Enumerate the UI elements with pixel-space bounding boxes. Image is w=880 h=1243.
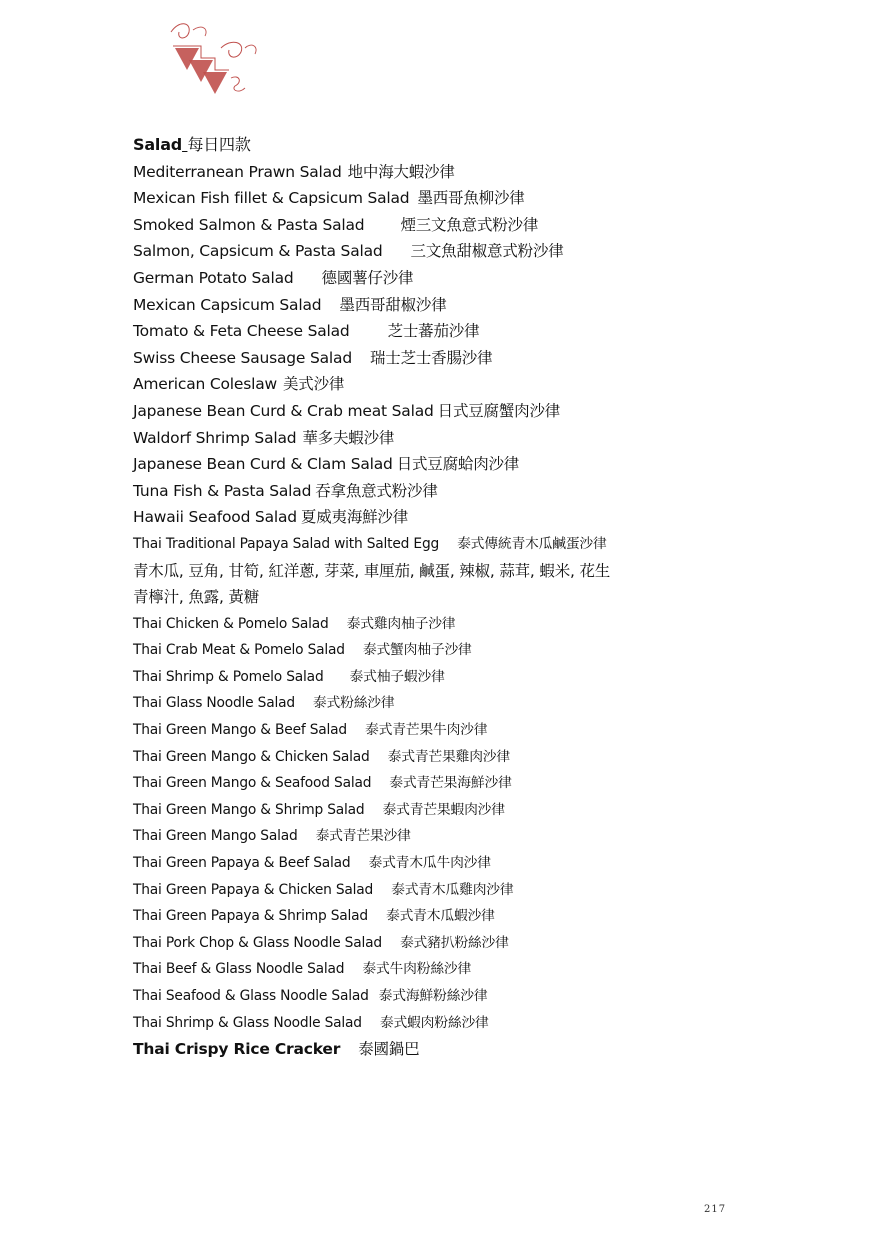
- menu-item: [133, 531, 833, 558]
- menu-item: [133, 611, 833, 638]
- menu-item-english: Thai Chicken & Pomelo Salad: [133, 615, 329, 632]
- menu-item: [133, 983, 833, 1010]
- menu-item-chinese: 泰式青芒果沙律: [315, 828, 411, 845]
- menu-item-chinese: 日式豆腐蛤肉沙律: [396, 455, 520, 474]
- menu-item-chinese: 三文魚甜椒意式粉沙律: [410, 242, 564, 261]
- menu-item-english: Hawaii Seafood Salad: [133, 508, 297, 527]
- menu-item-chinese: 墨西哥魚柳沙律: [417, 189, 525, 208]
- menu-item-chinese: 青木瓜, 豆角, 甘筍, 紅洋蔥, 芽菜, 車厘茄, 鹹蛋, 辣椒, 蒜茸, 蝦米, 花生: [133, 561, 611, 580]
- menu-item-chinese: 夏威夷海鮮沙律: [300, 508, 409, 527]
- menu-item-chinese: 華多夫蝦沙律: [302, 428, 395, 447]
- menu-item-chinese: 美式沙律: [283, 375, 345, 394]
- menu-item-chinese: 泰式豬扒粉絲沙律: [399, 934, 509, 951]
- menu-item-english: Thai Green Mango Salad: [133, 828, 298, 845]
- menu-item-english: Mediterranean Prawn Salad: [133, 162, 342, 181]
- menu-item: [133, 1010, 833, 1037]
- menu-item: [133, 823, 833, 850]
- menu-item: [133, 478, 833, 505]
- menu-item: [133, 398, 833, 425]
- menu-item-chinese: 泰式青木瓜牛肉沙律: [368, 855, 491, 872]
- menu-item-chinese: 德國薯仔沙律: [321, 268, 414, 287]
- menu-item: [133, 637, 833, 664]
- menu-item-chinese: 泰式蟹肉柚子沙律: [362, 642, 472, 659]
- menu-item-english: Thai Glass Noodle Salad: [133, 695, 295, 712]
- menu-item: [133, 1036, 833, 1063]
- menu-item-chinese: 煙三文魚意式粉沙律: [400, 215, 539, 234]
- menu-item-english: Thai Shrimp & Glass Noodle Salad: [133, 1014, 362, 1031]
- menu-item-chinese: 吞拿魚意式粉沙律: [315, 481, 438, 500]
- menu-item-chinese: 泰式傳統青木瓜鹹蛋沙律: [457, 535, 607, 552]
- menu-item-english: Waldorf Shrimp Salad: [133, 428, 297, 447]
- menu-item: [133, 797, 833, 824]
- section-heading: [133, 132, 833, 159]
- menu-item: [133, 770, 833, 797]
- menu-item-english: Thai Green Mango & Shrimp Salad: [133, 801, 365, 818]
- menu-item: [133, 238, 833, 265]
- menu-item: [133, 185, 833, 212]
- menu-item-english: Mexican Fish fillet & Capsicum Salad: [133, 189, 410, 208]
- menu-item-chinese: 泰式柚子蝦沙律: [349, 668, 445, 685]
- salad-menu-list: [133, 132, 833, 1063]
- menu-item-chinese: 泰式青木瓜蝦沙律: [385, 908, 495, 925]
- menu-item: [133, 877, 833, 904]
- menu-item: [133, 318, 833, 345]
- menu-item: [133, 930, 833, 957]
- menu-item: [133, 292, 833, 319]
- coffee-house-logo: [165, 18, 265, 100]
- logo-graphic: [165, 18, 265, 100]
- menu-item: [133, 451, 833, 478]
- menu-item-english: Thai Traditional Papaya Salad with Salted Egg: [133, 535, 440, 552]
- menu-item: [133, 690, 833, 717]
- menu-item-chinese: 泰式青芒果牛肉沙律: [365, 722, 488, 739]
- page-number: 217: [704, 1204, 727, 1215]
- menu-item-english: Thai Green Papaya & Shrimp Salad: [133, 908, 368, 925]
- menu-item-english: Thai Green Mango & Beef Salad: [133, 722, 347, 739]
- menu-item-english: Tomato & Feta Cheese Salad: [133, 322, 350, 341]
- menu-item-chinese: 泰式青芒果雞肉沙律: [387, 748, 510, 765]
- menu-item: [133, 903, 833, 930]
- menu-item-english: Salmon, Capsicum & Pasta Salad: [133, 242, 383, 261]
- menu-item-english: Tuna Fish & Pasta Salad: [133, 481, 312, 500]
- menu-item: [133, 744, 833, 771]
- menu-item: [133, 558, 833, 585]
- heading-chinese: 每日四款: [187, 135, 251, 154]
- menu-item-english: American Coleslaw: [133, 375, 277, 394]
- menu-item-english: Thai Pork Chop & Glass Noodle Salad: [133, 934, 382, 951]
- menu-item-chinese: 泰式青芒果海鮮沙律: [389, 775, 512, 792]
- menu-item: [133, 212, 833, 239]
- menu-item-english: German Potato Salad: [133, 268, 294, 287]
- menu-item-english: Thai Seafood & Glass Noodle Salad: [133, 988, 369, 1004]
- menu-item: [133, 717, 833, 744]
- menu-item-chinese: 泰式牛肉粉絲沙律: [362, 961, 472, 978]
- menu-item: [133, 265, 833, 292]
- menu-item-chinese: 地中海大蝦沙律: [347, 162, 455, 181]
- menu-item-english: Thai Green Mango & Seafood Salad: [133, 775, 372, 792]
- menu-item-english: Thai Beef & Glass Noodle Salad: [133, 961, 345, 978]
- menu-item-english: Thai Crab Meat & Pomelo Salad: [133, 642, 345, 659]
- menu-item-english: Japanese Bean Curd & Crab meat Salad: [133, 401, 434, 420]
- menu-item: [133, 504, 833, 531]
- menu-item-chinese: 青檸汁, 魚露, 黃糖: [133, 588, 260, 607]
- menu-item: [133, 664, 833, 691]
- menu-item-english: Japanese Bean Curd & Clam Salad: [133, 455, 393, 474]
- menu-item-chinese: 泰式蝦肉粉絲沙律: [379, 1014, 489, 1031]
- menu-item-chinese: 日式豆腐蟹肉沙律: [437, 401, 561, 420]
- menu-item-chinese: 泰式青芒果蝦肉沙律: [382, 801, 505, 818]
- menu-item: [133, 159, 833, 186]
- menu-item-english: Smoked Salmon & Pasta Salad: [133, 215, 365, 234]
- menu-item-english: Thai Shrimp & Pomelo Salad: [133, 668, 324, 685]
- menu-item-english: Thai Green Papaya & Chicken Salad: [133, 881, 374, 898]
- menu-item: [133, 584, 833, 611]
- menu-item-chinese: 芝士蕃茄沙律: [387, 322, 480, 341]
- menu-item-english: Swiss Cheese Sausage Salad: [133, 348, 352, 367]
- menu-item-chinese: 泰國鍋巴: [358, 1040, 420, 1059]
- menu-item-english: Thai Crispy Rice Cracker: [133, 1040, 341, 1059]
- menu-item-english: Mexican Capsicum Salad: [133, 295, 322, 314]
- heading-english: Salad: [133, 135, 183, 154]
- menu-item-chinese: 泰式粉絲沙律: [312, 695, 395, 712]
- menu-item-chinese: 泰式雞肉柚子沙律: [346, 615, 456, 632]
- menu-item-chinese: 瑞士芝士香腸沙律: [369, 348, 493, 367]
- menu-item: [133, 425, 833, 452]
- menu-item-chinese: 泰式海鮮粉絲沙律: [378, 988, 488, 1004]
- menu-item-english: Thai Green Papaya & Beef Salad: [133, 855, 351, 872]
- menu-item: [133, 345, 833, 372]
- menu-item-chinese: 泰式青木瓜雞肉沙律: [391, 881, 514, 898]
- menu-item: [133, 371, 833, 398]
- menu-item-english: Thai Green Mango & Chicken Salad: [133, 748, 370, 765]
- menu-item: [133, 956, 833, 983]
- menu-item-chinese: 墨西哥甜椒沙律: [339, 295, 447, 314]
- menu-item: [133, 850, 833, 877]
